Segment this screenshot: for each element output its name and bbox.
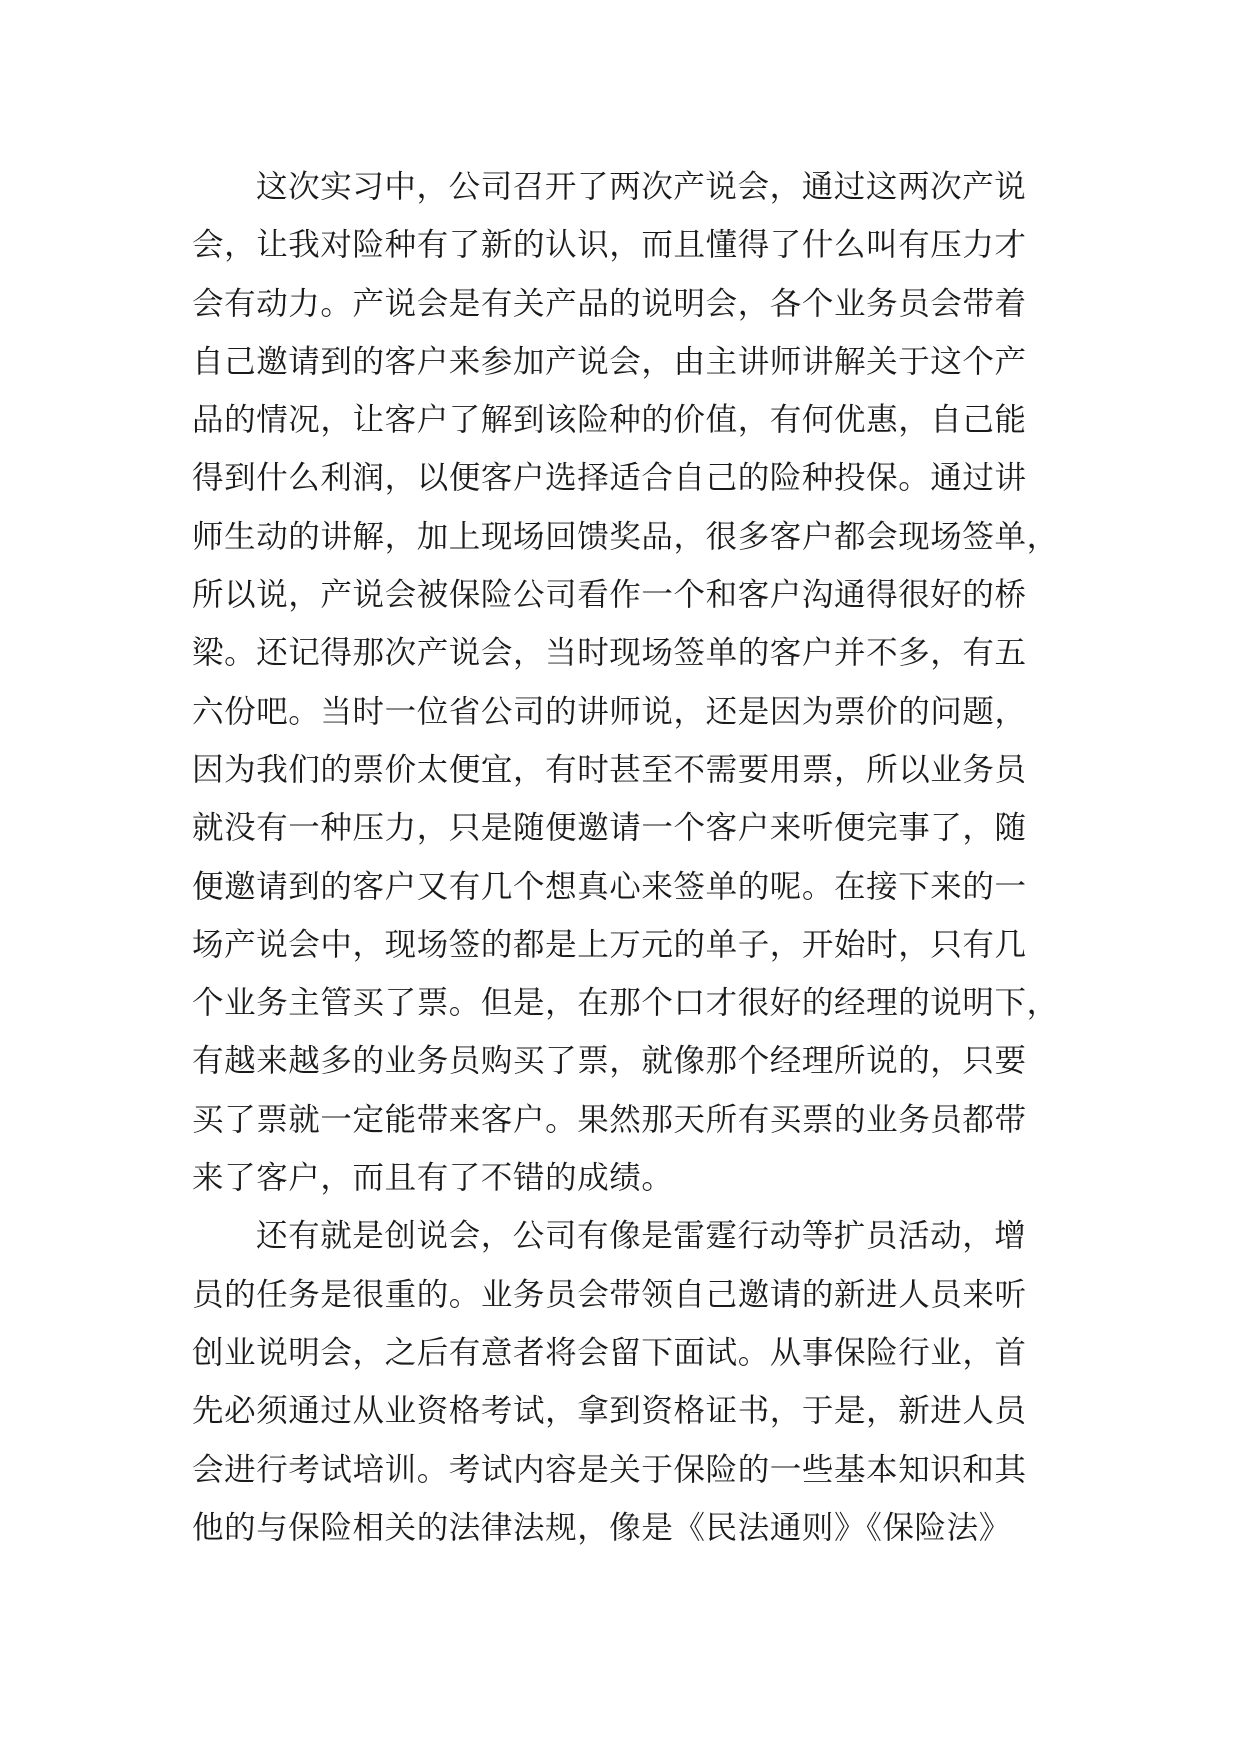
paragraph-line: 他的与保险相关的法律法规，像是《民法通则》《保险法》 — [192, 1509, 1011, 1546]
paragraph-line: 因为我们的票价太便宜，有时甚至不需要用票，所以业务员 — [192, 751, 1027, 788]
paragraph-line: 先必须通过从业资格考试，拿到资格证书，于是，新进人员 — [192, 1393, 1027, 1430]
paragraph-line: 就没有一种压力，只是随便邀请一个客户来听便完事了，随 — [192, 810, 1027, 847]
paragraph-line: 来了客户，而且有了不错的成绩。 — [192, 1160, 674, 1197]
paragraph-line: 六份吧。当时一位省公司的讲师说，还是因为票价的问题， — [192, 693, 1027, 730]
paragraph-line: 个业务主管买了票。但是，在那个口才很好的经理的说明下， — [192, 985, 1059, 1022]
body-text — [192, 158, 1072, 1557]
paragraph-line: 品的情况，让客户了解到该险种的价值，有何优惠，自己能 — [192, 402, 1027, 439]
paragraph-line: 场产说会中，现场签的都是上万元的单子，开始时，只有几 — [192, 926, 1027, 963]
paragraph-line: 自己邀请到的客户来参加产说会，由主讲师讲解关于这个产 — [192, 343, 1027, 380]
paragraph-line: 还有就是创说会，公司有像是雷霆行动等扩员活动，增 — [256, 1218, 1027, 1255]
paragraph-line: 所以说，产说会被保险公司看作一个和客户沟通得很好的桥 — [192, 577, 1027, 614]
paragraph-line: 员的任务是很重的。业务员会带领自己邀请的新进人员来听 — [192, 1276, 1027, 1313]
paragraph-line: 便邀请到的客户又有几个想真心来签单的呢。在接下来的一 — [192, 868, 1027, 905]
paragraph-line: 会进行考试培训。考试内容是关于保险的一些基本知识和其 — [192, 1451, 1027, 1488]
paragraph-line: 这次实习中，公司召开了两次产说会，通过这两次产说 — [256, 169, 1027, 205]
paragraph-line: 得到什么利润，以便客户选择适合自己的险种投保。通过讲 — [192, 460, 1027, 497]
paragraph-line: 创业说明会，之后有意者将会留下面试。从事保险行业，首 — [192, 1334, 1027, 1371]
paragraph-line: 买了票就一定能带来客户。果然那天所有买票的业务员都带 — [192, 1101, 1027, 1138]
paragraph-line: 梁。还记得那次产说会，当时现场签单的客户并不多，有五 — [192, 635, 1027, 672]
paragraph-2 — [192, 1207, 1072, 1557]
paragraph-line: 会，让我对险种有了新的认识，而且懂得了什么叫有压力才 — [192, 227, 1027, 264]
paragraph-line: 会有动力。产说会是有关产品的说明会，各个业务员会带着 — [192, 285, 1027, 322]
paragraph-line: 师生动的讲解，加上现场回馈奖品，很多客户都会现场签单， — [192, 518, 1059, 555]
paragraph-line: 有越来越多的业务员购买了票，就像那个经理所说的，只要 — [192, 1043, 1027, 1080]
paragraph-1 — [192, 158, 1072, 1207]
